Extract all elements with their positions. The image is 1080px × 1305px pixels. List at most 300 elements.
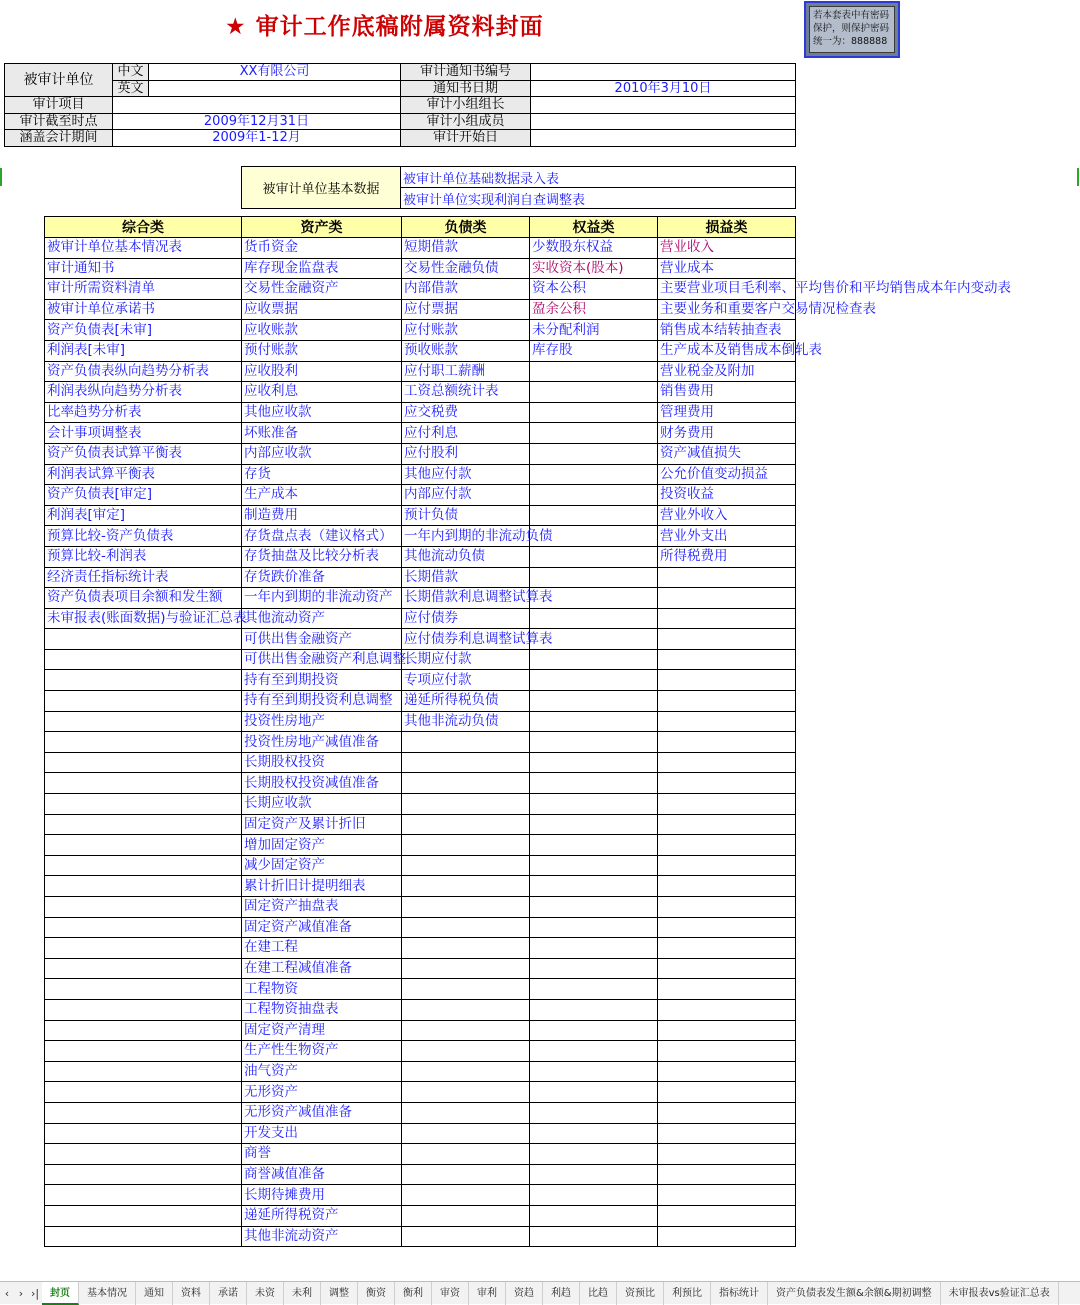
empty-cell	[402, 752, 530, 773]
income-link-cell[interactable]: 营业收入	[658, 238, 796, 259]
empty-cell	[530, 1102, 658, 1123]
table-row	[45, 938, 796, 959]
empty-cell	[658, 979, 796, 1000]
sheet-tab[interactable]: 衡利	[395, 1282, 432, 1305]
empty-cell	[530, 938, 658, 959]
general-link-cell[interactable]: 比率趋势分析表	[45, 402, 242, 423]
table-row	[45, 999, 796, 1020]
audited-unit-label: 被审计单位	[5, 64, 113, 97]
empty-cell	[530, 402, 658, 423]
empty-cell	[45, 1102, 242, 1123]
liability-link-cell[interactable]: 内部借款	[402, 279, 530, 300]
empty-cell	[402, 1164, 530, 1185]
empty-cell	[530, 958, 658, 979]
general-link-cell[interactable]: 利润表[审定]	[45, 505, 242, 526]
sheet-tab[interactable]: 未审报表vs验证汇总表	[941, 1282, 1059, 1305]
table-row	[45, 1102, 796, 1123]
table-row	[45, 382, 796, 403]
income-link-cell[interactable]	[658, 320, 796, 341]
income-link-text[interactable]: 生产成本及销售成本倒轧表	[660, 342, 822, 359]
liability-link-cell[interactable]: 应付股利	[402, 443, 530, 464]
asset-link-cell[interactable]: 递延所得税资产	[242, 1205, 402, 1226]
income-link-cell[interactable]: 所得税费用	[658, 546, 796, 567]
empty-cell	[530, 485, 658, 506]
general-link-cell[interactable]: 审计通知书	[45, 258, 242, 279]
empty-cell	[45, 773, 242, 794]
empty-cell	[45, 1144, 242, 1165]
table-row	[45, 320, 796, 341]
empty-cell	[530, 1041, 658, 1062]
empty-cell	[530, 649, 658, 670]
sheet-tab[interactable]: 审资	[432, 1282, 469, 1305]
empty-cell	[45, 1123, 242, 1144]
equity-link-cell[interactable]: 实收资本(股本)	[530, 258, 658, 279]
table-row	[45, 917, 796, 938]
project-cell[interactable]	[113, 97, 401, 114]
asset-link-cell[interactable]: 生产成本	[242, 485, 402, 506]
asset-link-cell[interactable]: 其他非流动资产	[242, 1226, 402, 1247]
empty-cell	[530, 732, 658, 753]
empty-cell	[45, 629, 242, 650]
asset-link-cell[interactable]: 固定资产清理	[242, 1020, 402, 1041]
income-link-cell[interactable]: 公允价值变动损益	[658, 464, 796, 485]
liability-link-cell[interactable]: 预收账款	[402, 340, 530, 361]
income-link-cell[interactable]: 管理费用	[658, 402, 796, 423]
equity-link-cell[interactable]: 资本公积	[530, 279, 658, 300]
asset-link-cell[interactable]: 存货跌价准备	[242, 567, 402, 588]
empty-cell	[45, 897, 242, 918]
equity-link-cell[interactable]: 盈余公积	[530, 299, 658, 320]
general-link-cell[interactable]: 资产负债表试算平衡表	[45, 443, 242, 464]
empty-cell	[45, 1041, 242, 1062]
table-row	[45, 505, 796, 526]
table-row	[45, 485, 796, 506]
table-row	[45, 1041, 796, 1062]
general-link-cell[interactable]: 被审计单位承诺书	[45, 299, 242, 320]
table-row	[45, 670, 796, 691]
sheet-tab[interactable]: 未利	[284, 1282, 321, 1305]
equity-link-cell[interactable]: 未分配利润	[530, 320, 658, 341]
empty-cell	[45, 979, 242, 1000]
income-link-cell[interactable]	[658, 279, 1011, 300]
empty-cell	[45, 1082, 242, 1103]
basic-data-link[interactable]: 被审计单位基础数据录入表	[401, 167, 796, 188]
header-general: 综合类	[45, 217, 242, 238]
empty-cell	[402, 1185, 530, 1206]
empty-cell	[658, 1144, 796, 1165]
asset-link-cell[interactable]: 交易性金融资产	[242, 279, 402, 300]
sheet-tab[interactable]: 基本情况	[79, 1282, 136, 1305]
general-link-cell[interactable]: 未审报表(账面数据)与验证汇总表	[45, 608, 242, 629]
empty-cell	[402, 1144, 530, 1165]
empty-cell	[45, 1205, 242, 1226]
income-link-text[interactable]: 销售成本结转抽查表	[660, 321, 782, 338]
row-marker-left	[0, 168, 2, 186]
password-note-box	[804, 1, 900, 58]
empty-cell	[402, 917, 530, 938]
last-sheet-icon[interactable]: ›|	[30, 1286, 40, 1300]
asset-link-cell[interactable]: 固定资产减值准备	[242, 917, 402, 938]
start-date-cell[interactable]	[531, 130, 796, 147]
table-row	[45, 649, 796, 670]
empty-cell	[658, 835, 796, 856]
empty-cell	[658, 711, 796, 732]
empty-cell	[530, 999, 658, 1020]
empty-cell	[530, 814, 658, 835]
empty-cell	[658, 876, 796, 897]
empty-cell	[45, 835, 242, 856]
empty-cell	[658, 917, 796, 938]
table-row	[45, 1226, 796, 1247]
liability-link-cell[interactable]: 其他应付款	[402, 464, 530, 485]
empty-cell	[45, 670, 242, 691]
empty-cell	[658, 958, 796, 979]
sheet-tab[interactable]: 资料	[173, 1282, 210, 1305]
table-row	[45, 958, 796, 979]
table-row	[45, 340, 796, 361]
empty-cell	[530, 1082, 658, 1103]
liability-link-cell[interactable]: 应付职工薪酬	[402, 361, 530, 382]
asset-link-cell[interactable]: 应收账款	[242, 320, 402, 341]
liability-link-cell[interactable]: 专项应付款	[402, 670, 530, 691]
asset-link-cell[interactable]: 在建工程	[242, 938, 402, 959]
general-link-cell[interactable]: 会计事项调整表	[45, 423, 242, 444]
asset-link-cell[interactable]: 一年内到期的非流动资产	[242, 588, 402, 609]
general-link-cell[interactable]: 利润表[未审]	[45, 340, 242, 361]
empty-cell	[45, 917, 242, 938]
table-row	[45, 1205, 796, 1226]
liability-link-cell[interactable]: 交易性金融负债	[402, 258, 530, 279]
income-link-cell[interactable]: 资产减值损失	[658, 443, 796, 464]
asset-link-cell[interactable]: 货币资金	[242, 238, 402, 259]
sheet-tab[interactable]: 资预比	[617, 1282, 664, 1305]
header-assets: 资产类	[242, 217, 402, 238]
profit-selfcheck-link[interactable]: 被审计单位实现利润自查调整表	[401, 188, 796, 209]
empty-cell	[658, 1123, 796, 1144]
general-link-cell[interactable]: 被审计单位基本情况表	[45, 238, 242, 259]
table-row	[45, 794, 796, 815]
empty-cell	[530, 1185, 658, 1206]
empty-cell	[658, 629, 796, 650]
asset-link-cell[interactable]: 长期股权投资减值准备	[242, 773, 402, 794]
empty-cell	[45, 1185, 242, 1206]
empty-cell	[530, 546, 658, 567]
notice-no-cell[interactable]	[531, 64, 796, 81]
empty-cell	[402, 1226, 530, 1247]
password-note-line: 若本套表中有密码	[813, 10, 890, 21]
empty-cell	[402, 876, 530, 897]
sheet-tab[interactable]: 未资	[247, 1282, 284, 1305]
table-row	[45, 876, 796, 897]
income-link-cell[interactable]: 营业外支出	[658, 526, 796, 547]
table-row	[45, 814, 796, 835]
empty-cell	[658, 855, 796, 876]
empty-cell	[45, 1164, 242, 1185]
general-link-cell[interactable]: 预算比较-利润表	[45, 546, 242, 567]
asset-link-cell[interactable]: 累计折旧计提明细表	[242, 876, 402, 897]
asset-link-cell[interactable]: 制造费用	[242, 505, 402, 526]
english-name-cell[interactable]	[149, 80, 401, 97]
empty-cell	[530, 876, 658, 897]
header-income: 损益类	[658, 217, 796, 238]
liability-link-cell[interactable]: 应付债券利息调整试算表	[402, 629, 530, 650]
income-link-cell[interactable]	[658, 299, 876, 320]
asset-link-cell[interactable]: 增加固定资产	[242, 835, 402, 856]
asset-link-cell[interactable]: 减少固定资产	[242, 855, 402, 876]
asset-link-cell[interactable]: 可供出售金融资产	[242, 629, 402, 650]
asset-link-cell[interactable]: 其他流动资产	[242, 608, 402, 629]
password-note-line: 统一为：888888	[813, 36, 888, 47]
empty-cell	[402, 1123, 530, 1144]
asset-link-cell[interactable]: 长期待摊费用	[242, 1185, 402, 1206]
asset-link-cell[interactable]: 工程物资	[242, 979, 402, 1000]
income-link-text[interactable]: 主要业务和重要客户交易情况检查表	[660, 301, 876, 318]
table-row	[45, 979, 796, 1000]
asset-link-cell[interactable]: 工程物资抽盘表	[242, 999, 402, 1020]
table-row	[45, 1082, 796, 1103]
asset-link-cell[interactable]: 存货盘点表（建议格式）	[242, 526, 402, 547]
sheet-tab[interactable]: 封页	[42, 1282, 79, 1305]
liability-link-cell[interactable]: 长期借款	[402, 567, 530, 588]
income-link-cell[interactable]: 营业外收入	[658, 505, 796, 526]
table-row	[45, 855, 796, 876]
liability-link-cell[interactable]: 应付利息	[402, 423, 530, 444]
empty-cell	[658, 1102, 796, 1123]
income-link-cell[interactable]	[658, 340, 822, 361]
sheet-tab[interactable]: 比趋	[580, 1282, 617, 1305]
empty-cell	[530, 1061, 658, 1082]
table-row	[45, 402, 796, 423]
empty-cell	[402, 1041, 530, 1062]
chinese-label: 中文	[113, 64, 149, 81]
cutoff-cell[interactable]: 2009年12月31日	[113, 113, 401, 130]
sheet-tab[interactable]: 利预比	[664, 1282, 711, 1305]
chinese-name-cell[interactable]: XX有限公司	[149, 64, 401, 81]
empty-cell	[402, 814, 530, 835]
empty-cell	[658, 1226, 796, 1247]
income-link-cell[interactable]: 营业成本	[658, 258, 796, 279]
sheet-tab[interactable]: 衡资	[358, 1282, 395, 1305]
liability-link-cell[interactable]: 短期借款	[402, 238, 530, 259]
asset-link-cell[interactable]: 长期应收款	[242, 794, 402, 815]
asset-link-cell[interactable]: 无形资产	[242, 1082, 402, 1103]
asset-link-cell[interactable]: 库存现金监盘表	[242, 258, 402, 279]
empty-cell	[45, 1061, 242, 1082]
empty-cell	[402, 897, 530, 918]
asset-link-cell[interactable]: 存货	[242, 464, 402, 485]
table-row	[45, 1061, 796, 1082]
empty-cell	[658, 1164, 796, 1185]
empty-cell	[658, 1061, 796, 1082]
empty-cell	[658, 773, 796, 794]
table-row	[45, 629, 796, 650]
sheet-tab[interactable]: 指标统计	[711, 1282, 768, 1305]
asset-link-cell[interactable]: 应收票据	[242, 299, 402, 320]
income-link-cell[interactable]: 营业税金及附加	[658, 361, 796, 382]
liability-link-cell[interactable]: 预计负债	[402, 505, 530, 526]
asset-link-cell[interactable]: 商誉	[242, 1144, 402, 1165]
asset-link-cell[interactable]: 固定资产抽盘表	[242, 897, 402, 918]
table-row	[45, 588, 796, 609]
sheet-tab[interactable]: 资趋	[506, 1282, 543, 1305]
empty-cell	[45, 752, 242, 773]
liability-link-cell[interactable]: 应付账款	[402, 320, 530, 341]
cutoff-label: 审计截至时点	[5, 113, 113, 130]
sheet-tab[interactable]: 调整	[321, 1282, 358, 1305]
liability-link-cell[interactable]: 一年内到期的非流动负债	[402, 526, 530, 547]
general-link-cell[interactable]: 资产负债表[审定]	[45, 485, 242, 506]
empty-cell	[402, 1061, 530, 1082]
table-row	[45, 711, 796, 732]
table-row	[45, 279, 796, 300]
empty-cell	[658, 794, 796, 815]
empty-cell	[402, 835, 530, 856]
table-row	[45, 1020, 796, 1041]
sheet-tab[interactable]: 承诺	[210, 1282, 247, 1305]
empty-cell	[45, 691, 242, 712]
header-liabilities: 负债类	[402, 217, 530, 238]
next-sheet-icon[interactable]: ›	[18, 1286, 24, 1300]
general-link-cell[interactable]: 预算比较-资产负债表	[45, 526, 242, 547]
asset-link-cell[interactable]: 坏账准备	[242, 423, 402, 444]
empty-cell	[530, 711, 658, 732]
empty-cell	[530, 382, 658, 403]
asset-link-cell[interactable]: 其他应收款	[242, 402, 402, 423]
liability-link-cell[interactable]: 其他流动负债	[402, 546, 530, 567]
notice-no-label: 审计通知书编号	[401, 64, 531, 81]
empty-cell	[530, 670, 658, 691]
asset-link-cell[interactable]: 生产性生物资产	[242, 1041, 402, 1062]
empty-cell	[658, 814, 796, 835]
liability-link-cell[interactable]: 其他非流动负债	[402, 711, 530, 732]
asset-link-cell[interactable]: 油气资产	[242, 1061, 402, 1082]
general-link-cell[interactable]: 利润表试算平衡表	[45, 464, 242, 485]
liability-link-cell[interactable]: 递延所得税负债	[402, 691, 530, 712]
general-link-cell[interactable]: 资产负债表项目余额和发生额	[45, 588, 242, 609]
asset-link-cell[interactable]: 投资性房地产减值准备	[242, 732, 402, 753]
general-link-cell[interactable]: 审计所需资料清单	[45, 279, 242, 300]
empty-cell	[45, 855, 242, 876]
empty-cell	[658, 752, 796, 773]
empty-cell	[530, 691, 658, 712]
empty-cell	[402, 958, 530, 979]
empty-cell	[402, 979, 530, 1000]
sheet-tab-bar	[0, 1281, 1080, 1304]
empty-cell	[530, 1164, 658, 1185]
empty-cell	[658, 1020, 796, 1041]
asset-link-cell[interactable]: 内部应收款	[242, 443, 402, 464]
liability-link-cell[interactable]: 内部应付款	[402, 485, 530, 506]
asset-link-cell[interactable]: 可供出售金融资产利息调整	[242, 649, 402, 670]
empty-cell	[658, 897, 796, 918]
empty-cell	[45, 958, 242, 979]
members-label: 审计小组成员	[401, 113, 531, 130]
table-row	[45, 1144, 796, 1165]
table-row	[45, 464, 796, 485]
empty-cell	[658, 608, 796, 629]
empty-cell	[658, 567, 796, 588]
notice-date-cell[interactable]: 2010年3月10日	[531, 80, 796, 97]
empty-cell	[402, 773, 530, 794]
asset-link-cell[interactable]: 在建工程减值准备	[242, 958, 402, 979]
asset-link-cell[interactable]: 固定资产及累计折旧	[242, 814, 402, 835]
empty-cell	[530, 1144, 658, 1165]
empty-cell	[530, 979, 658, 1000]
equity-link-cell[interactable]: 少数股东权益	[530, 238, 658, 259]
empty-cell	[402, 855, 530, 876]
table-row	[45, 299, 796, 320]
empty-cell	[402, 794, 530, 815]
asset-link-cell[interactable]: 无形资产减值准备	[242, 1102, 402, 1123]
asset-link-cell[interactable]: 商誉减值准备	[242, 1164, 402, 1185]
general-link-cell[interactable]: 利润表纵向趋势分析表	[45, 382, 242, 403]
liability-link-cell[interactable]: 长期借款利息调整试算表	[402, 588, 530, 609]
asset-link-cell[interactable]: 应收利息	[242, 382, 402, 403]
empty-cell	[45, 814, 242, 835]
asset-link-cell[interactable]: 持有至到期投资利息调整	[242, 691, 402, 712]
empty-cell	[658, 649, 796, 670]
liability-link-cell[interactable]: 应付票据	[402, 299, 530, 320]
asset-link-cell[interactable]: 应收股利	[242, 361, 402, 382]
asset-link-cell[interactable]: 持有至到期投资	[242, 670, 402, 691]
income-link-text[interactable]: 主要营业项目毛利率、平均售价和平均销售成本年内变动表	[660, 280, 1011, 297]
table-row	[45, 258, 796, 279]
asset-link-cell[interactable]: 预付账款	[242, 340, 402, 361]
prev-sheet-icon[interactable]: ‹	[4, 1286, 10, 1300]
header-equity: 权益类	[530, 217, 658, 238]
liability-link-cell[interactable]: 长期应付款	[402, 649, 530, 670]
table-row	[45, 835, 796, 856]
sheet-tab[interactable]: 通知	[136, 1282, 173, 1305]
income-link-cell[interactable]: 投资收益	[658, 485, 796, 506]
sheet-tab[interactable]: 审利	[469, 1282, 506, 1305]
asset-link-cell[interactable]: 存货抽盘及比较分析表	[242, 546, 402, 567]
general-link-cell[interactable]: 资产负债表纵向趋势分析表	[45, 361, 242, 382]
asset-link-cell[interactable]: 开发支出	[242, 1123, 402, 1144]
liability-link-cell[interactable]: 应交税费	[402, 402, 530, 423]
empty-cell	[658, 1185, 796, 1206]
page-title: ★ 审计工作底稿附属资料封面	[225, 14, 544, 40]
members-cell[interactable]	[531, 113, 796, 130]
table-row	[45, 238, 796, 259]
empty-cell	[658, 999, 796, 1020]
period-label: 涵盖会计期间	[5, 130, 113, 147]
general-link-cell[interactable]: 资产负债表[未审]	[45, 320, 242, 341]
empty-cell	[45, 732, 242, 753]
asset-link-cell[interactable]: 长期股权投资	[242, 752, 402, 773]
sheet-tab[interactable]: 资产负债表发生额&余额&期初调整	[768, 1282, 941, 1305]
table-row	[45, 567, 796, 588]
empty-cell	[402, 1205, 530, 1226]
liability-link-cell[interactable]: 工资总额统计表	[402, 382, 530, 403]
equity-link-cell[interactable]: 库存股	[530, 340, 658, 361]
empty-cell	[658, 938, 796, 959]
asset-link-cell[interactable]: 投资性房地产	[242, 711, 402, 732]
table-row	[45, 897, 796, 918]
table-row	[45, 546, 796, 567]
empty-cell	[402, 938, 530, 959]
general-link-cell[interactable]: 经济责任指标统计表	[45, 567, 242, 588]
team-leader-cell[interactable]	[531, 97, 796, 114]
income-link-cell[interactable]: 销售费用	[658, 382, 796, 403]
empty-cell	[530, 608, 658, 629]
income-link-cell[interactable]: 财务费用	[658, 423, 796, 444]
liability-link-cell[interactable]: 应付债券	[402, 608, 530, 629]
empty-cell	[45, 1020, 242, 1041]
period-cell[interactable]: 2009年1-12月	[113, 130, 401, 147]
table-row	[45, 752, 796, 773]
sheet-tab[interactable]: 利趋	[543, 1282, 580, 1305]
